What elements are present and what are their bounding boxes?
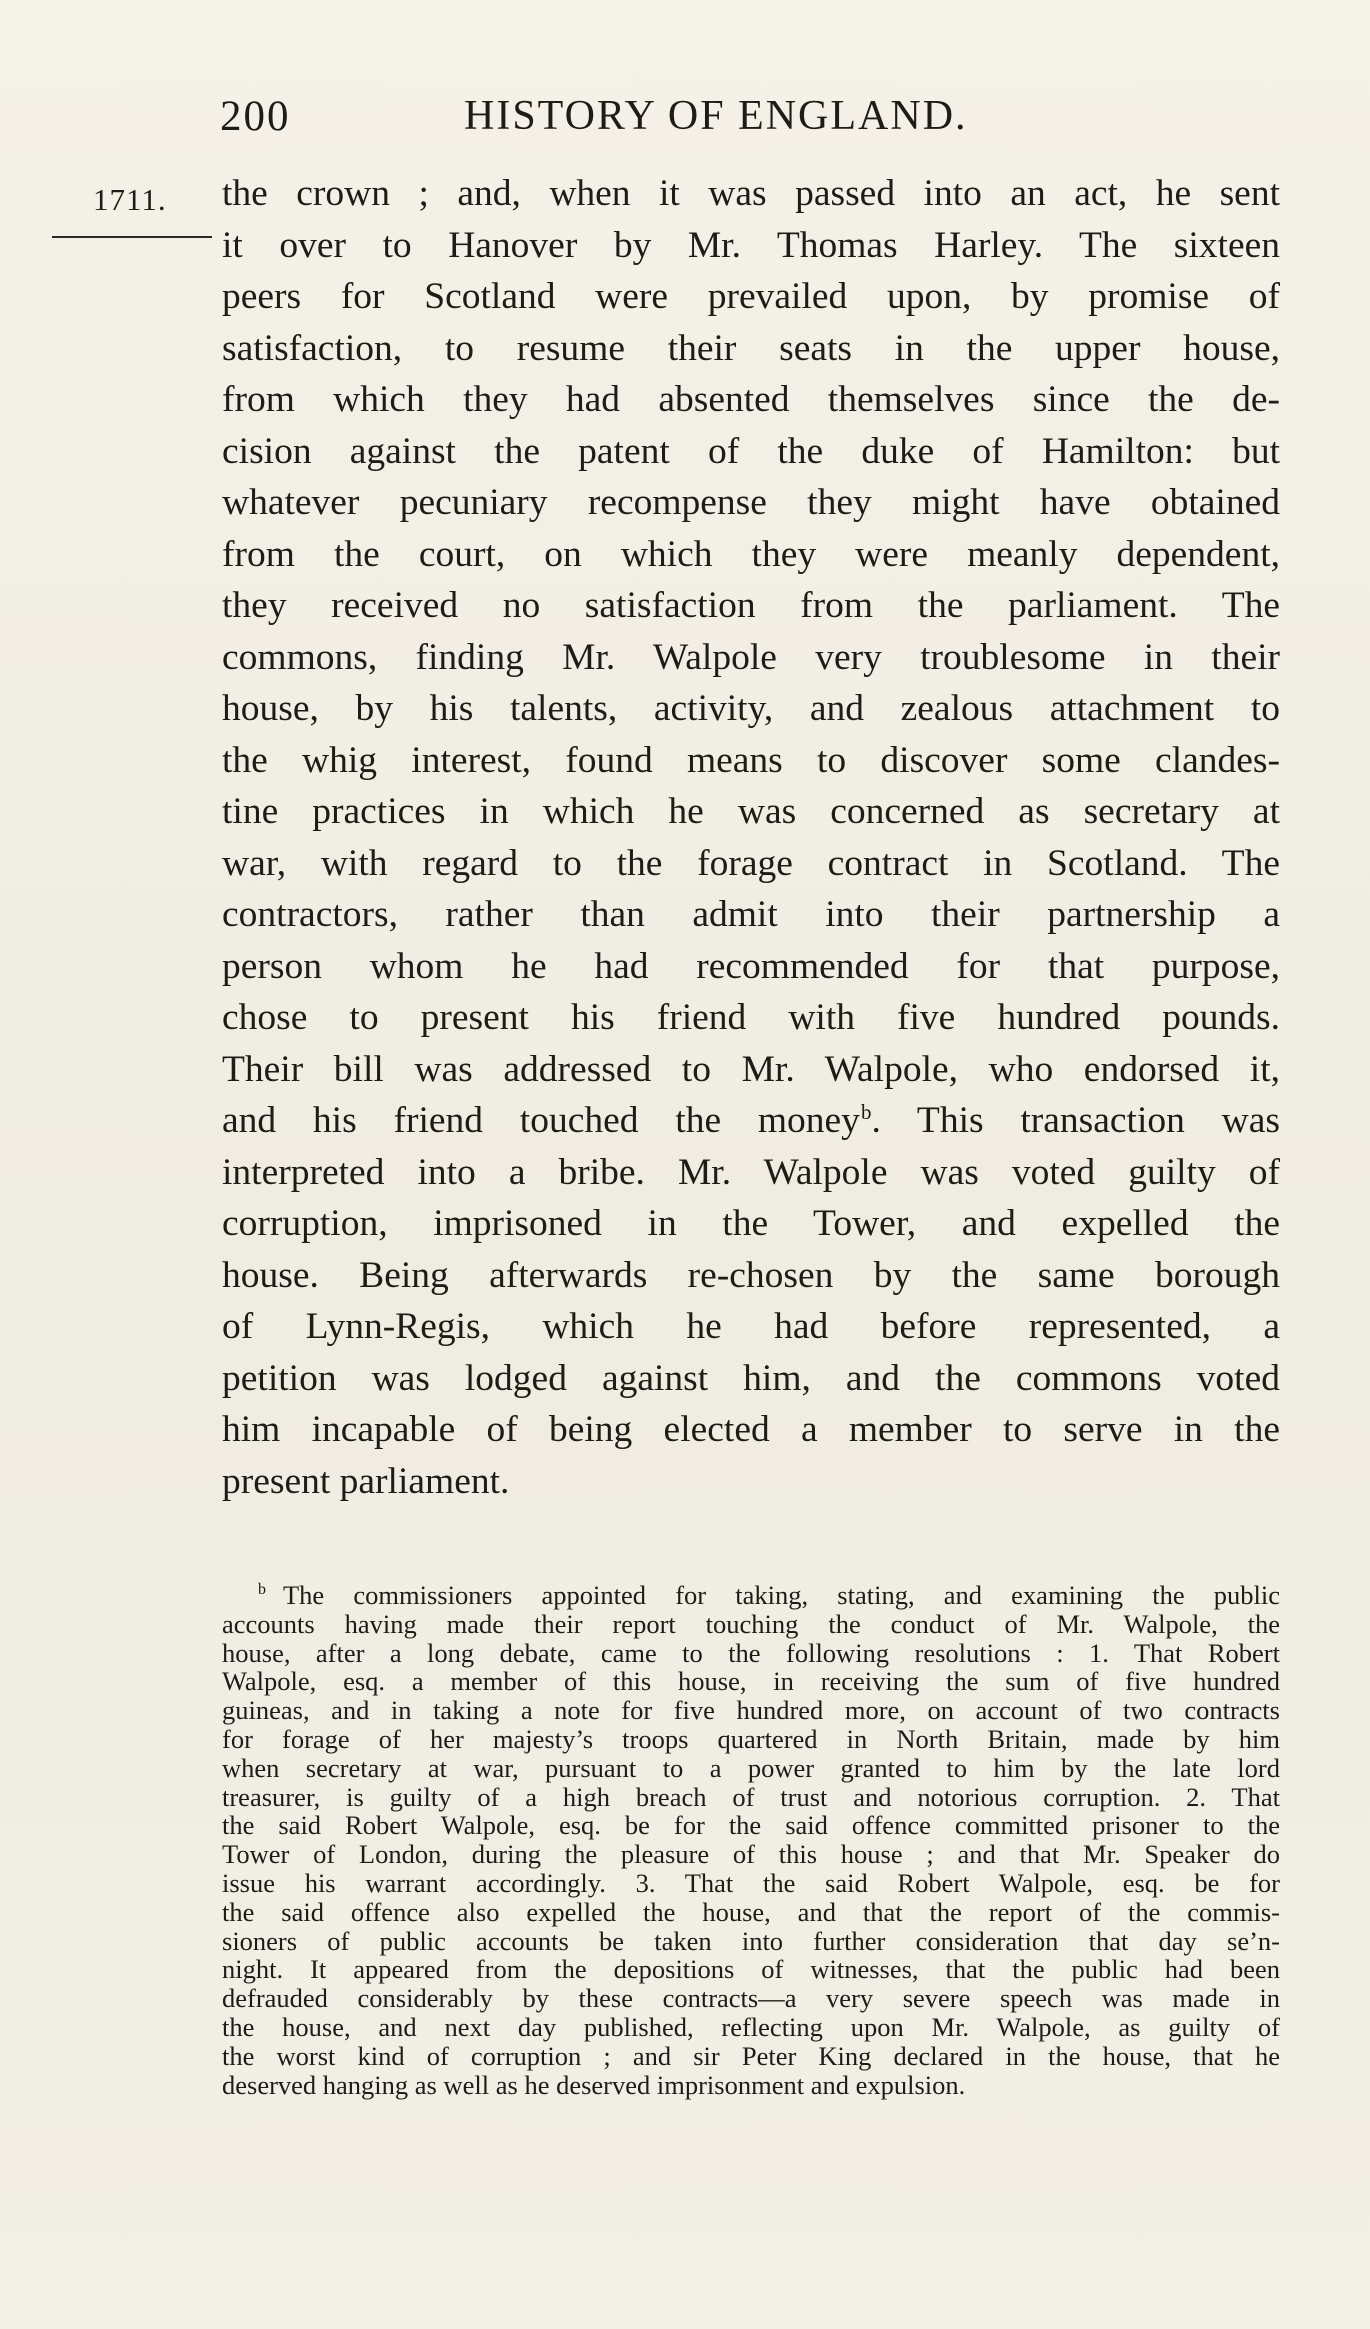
footnote-line: night. It appeared from the depositions of witnesses, that the public had been (222, 1954, 1280, 1985)
main-text-line: petition was lodged against him, and the commons voted (222, 1357, 1280, 1399)
main-text-line: corruption, imprisoned in the Tower, and expelled the (222, 1203, 1280, 1244)
main-text-line: person whom he had recommended for that purpose, (222, 945, 1280, 987)
main-text-segment: . This transaction was (871, 1100, 1280, 1141)
footnote-line: Tower of London, during the pleasure of this house ; and that Mr. Speaker do (222, 1839, 1280, 1870)
main-text-line: they received no satisfaction from the parliament. The (222, 585, 1280, 626)
footnote-line: deserved hanging as well as he deserved imprisonment and expulsion. (222, 2069, 966, 2100)
main-text-line: present parliament. (222, 1460, 510, 1502)
main-text-line: the whig interest, found means to discover some clandes- (222, 739, 1280, 781)
main-text-line: from the court, on which they were meanly dependent, (222, 533, 1280, 575)
main-text-line-with-footnote-mark (222, 1095, 1280, 1147)
main-text-line: cision against the patent of the duke of Hamilton: but (222, 430, 1280, 472)
main-text-line: it over to Hanover by Mr. Thomas Harley. The sixteen (222, 224, 1280, 266)
margin-year: 1711. (93, 182, 167, 217)
main-text-line: interpreted into a bribe. Mr. Walpole was voted guilty of (222, 1151, 1280, 1193)
main-text-line: peers for Scotland were prevailed upon, by promise of (222, 276, 1280, 317)
main-text-line: chose to present his friend with five hundred pounds. (222, 997, 1280, 1038)
main-text-line: satisfaction, to resume their seats in the upper house, (222, 327, 1280, 369)
footnote-line: sioners of public accounts be taken into further consideration that day se’n- (222, 1925, 1280, 1956)
main-text-segment: and his friend touched the money (222, 1100, 860, 1141)
footnote-marker: b (258, 1581, 266, 1599)
main-text-line: contractors, rather than admit into their partnership a (222, 894, 1280, 935)
footnote-line: the worst kind of corruption ; and sir Peter King declared in the house, that he (222, 2040, 1280, 2071)
footnote-line: defrauded considerably by these contracts—a very severe speech was made in (222, 1983, 1280, 2014)
footnote (222, 1581, 1280, 2099)
main-text-line: commons, finding Mr. Walpole very troublesome in their (222, 636, 1280, 678)
footnote-line: treasurer, is guilty of a high breach of trust and notorious corruption. 2. That (222, 1781, 1280, 1812)
footnote-line: when secretary at war, pursuant to a power granted to him by the late lord (222, 1752, 1280, 1783)
main-text-line: whatever pecuniary recompense they might have obtained (222, 482, 1280, 523)
main-text-line: tine practices in which he was concerned as secretary at (222, 791, 1280, 832)
footnote-line (222, 1581, 1280, 1610)
footnote-line: for forage of her majesty’s troops quartered in North Britain, made by him (222, 1723, 1280, 1754)
main-text-line: house, by his talents, activity, and zealous attachment to (222, 688, 1280, 729)
footnote-line: the house, and next day published, reflecting upon Mr. Walpole, as guilty of (222, 2011, 1280, 2042)
footnote-line: the said Robert Walpole, esq. be for the said offence committed prisoner to the (222, 1810, 1280, 1841)
footnote-line: issue his warrant accordingly. 3. That the said Robert Walpole, esq. be for (222, 1867, 1280, 1898)
footnote-line: Walpole, esq. a member of this house, in receiving the sum of five hundred (222, 1666, 1280, 1697)
main-text-line: from which they had absented themselves since the de- (222, 379, 1280, 420)
main-text-line: him incapable of being elected a member to serve in the (222, 1409, 1280, 1450)
footnote-text-segment: The commissioners appointed for taking, stating, and examining the public (283, 1580, 1280, 1610)
main-text-line: war, with regard to the forage contract in Scotland. The (222, 842, 1280, 884)
margin-rule (52, 236, 212, 238)
main-text (222, 168, 1280, 1507)
footnote-line: guineas, and in taking a note for five hundred more, on account of two contracts (222, 1695, 1280, 1726)
running-head (220, 92, 1065, 152)
main-text-line: house. Being afterwards re-chosen by the same borough (222, 1254, 1280, 1296)
footnote-line: house, after a long debate, came to the following resolutions : 1. That Robert (222, 1637, 1280, 1668)
running-title: HISTORY OF ENGLAND. (464, 93, 968, 139)
footnote-line: accounts having made their report touching the conduct of Mr. Walpole, the (222, 1608, 1280, 1639)
main-text-line: of Lynn-Regis, which he had before represented, a (222, 1306, 1280, 1347)
footnote-line: the said offence also expelled the house, and that the report of the commis- (222, 1896, 1280, 1927)
footnote-reference-mark: b (860, 1099, 872, 1124)
main-text-line: the crown ; and, when it was passed into an act, he sent (222, 173, 1280, 214)
main-text-line: Their bill was addressed to Mr. Walpole, who endorsed it, (222, 1048, 1280, 1090)
page-number: 200 (220, 93, 291, 140)
